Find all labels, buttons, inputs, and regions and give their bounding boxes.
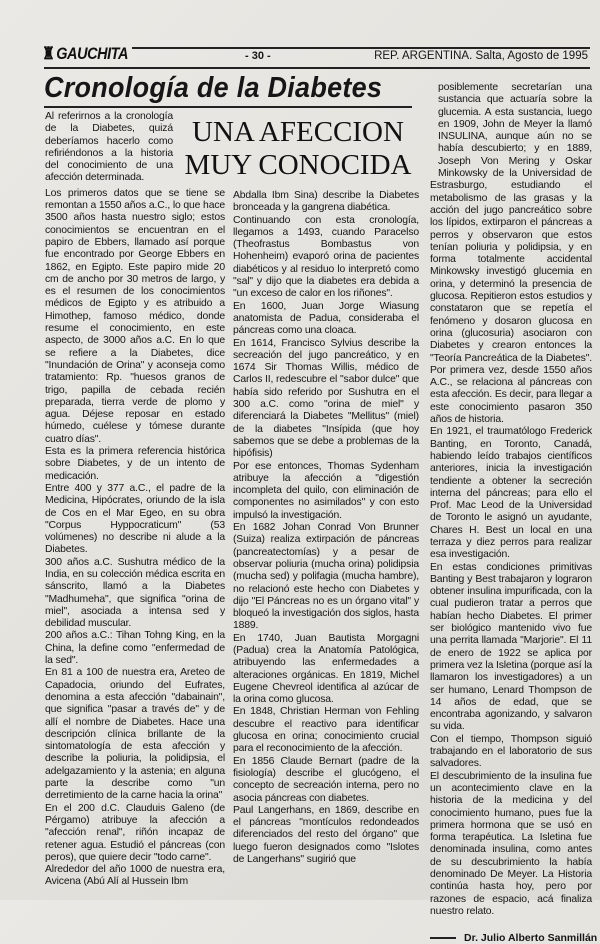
- paragraph: En el 200 d.C. Clauduis Galeno (de Pérgamo) atribuye la afección a "afección renal", riñón incapaz de retener agua. Estudió el páncreas (con peros), que quiere decir "todo carne".: [45, 802, 225, 863]
- paragraph: En 1856 Claude Bernart (padre de la fisiología) describe el glucógeno, el concepto de secreación interna, pero no asocia páncreas con diabetes.: [233, 755, 419, 804]
- paragraph: Los primeros datos que se tiene se remontan a 1550 años a.C., lo que hace 3500 años hasta nuestro siglo; estos conocimientos se encuentran en el papiro de Ebbers, llamado así porque fue encontrado por George Ebbers en 1862, en Egipto. Este papiro mide 20 cm de ancho por 30 metros de largo, y es el resumen de los conocimientos médicos de Egipto y es atribuido a Himothep, famoso médico, donde resume el conocimiento, en este aspecto, de 3000 años a.C. En lo que se refiere a la Diabetes, dice "Inundación de Orina" y aconseja como tratamiento: Rp. "huesos granos de trigo, papilla de cebada recién preparada, tierra verde de plomo y agua. Déjese reposar en estado húmedo, cuélese y tómese durante cuatro días".: [45, 187, 225, 445]
- logo-text: GAUCHITA: [56, 44, 129, 63]
- paragraph: En 1921, el traumatólogo Frederick Banting, en Toronto, Canadá, habiendo leído trabajos científicos anteriores, inicia la investigación tendiente a obtener la secreción interna del páncreas; para ello el Prof. Mac Leod de la Universidad de Toronto le asignó un ayudante, Chares H. Best un local en una terraza y diez perros para realizar esa investigación.: [430, 426, 592, 561]
- article-intro: [45, 111, 173, 185]
- subtitle-line-1: UNA AFECCION: [192, 116, 404, 148]
- paragraph: Esta es la primera referencia histórica sobre Diabetes, y de un intento de medicación.: [45, 446, 225, 482]
- column-3-wrapper: [430, 82, 598, 944]
- paragraph: En 81 a 100 de nuestra era, Areteo de Capadocia, oriundo del Eufrates, denomina a esta afección "dabainain", que significa "pasar a través de" y de allí el nombre de Diabetes. Hace una descripción clínica brillante de la sintomatología de esta afección y describe la poliuria, la polidipsia, el adelgazamiento y la astenia; en alguna parte la describe como "un derretimiento de la carne hacia la orina": [45, 667, 225, 802]
- paragraph: posiblemente secretarían una sustancia que actuaría sobre la glucemia. A esta sustancia, luego en 1909, John de Meyer la llamó INSULINA, aunque aún no se había descubierto; y en 1889, Joseph Von Mering y Oskar Minkowsky de la Universidad de Estrasburgo, estudiando el metabolismo de las grasas y la acción del jugo pancreático sobre los lípidos, extirparon el páncreas a perros y observaron que estos tenían poliuria y polidipsia, y en forma totalmente accidental Minkowsky investigó glucemia en orina, y determinó la presencia de glucosa. Repitieron estos estudios y constataron que se repetía el fenómeno y dosaron glucosa en orina (glucosuria) asociaron con Diabetes y crearon entonces la "Teoría Pancreática de la Diabetes". Por primera vez, desde 1550 años A.C., se relaciona al páncreas con esta afección. Es decir, para llegar a este conocimiento pasaron 350 años de historia.: [430, 82, 592, 426]
- author-signature: [430, 932, 598, 944]
- column-3: [430, 82, 592, 918]
- paragraph: Continuando con esta cronología, llegamos a 1493, cuando Paracelso (Theofrastus Bombastus von Hohenheim) evaporó orina de pacientes diabéticos y al residuo lo interpretó como "sal" y dijo que la diabetes era debida a "un exceso de calor en los riñones".: [233, 214, 419, 300]
- paragraph: Alrededor del año 1000 de nuestra era, Avicena (Abú Alí al Hussein Ibm: [45, 864, 225, 888]
- paragraph: Por ese entonces, Thomas Sydenham atribuye la afección a "digestión incompleta del quilo, con eliminación de componentes no asimilados" y con esto impulsó la investigación.: [233, 460, 419, 521]
- paragraph: Abdalla Ibm Sina) describe la Diabetes bronceada y la gangrena diabética.: [233, 190, 419, 214]
- paragraph: En 1682 Johan Conrad Von Brunner (Suiza) realiza extirpación de páncreas (pancreatectomías) y a pesar de observar poliuria (mucha orina) polidipsia (mucha sed) y polifagia (mucha hambre), no relacionó este hecho con Diabetes y dijo "El Páncreas no es un órgano vital" y bloqueó la investigación dos siglos, hasta 1889.: [233, 522, 419, 632]
- page-number: - 30 -: [245, 50, 271, 62]
- paragraph: En 1740, Juan Bautista Morgagni (Padua) crea la Anatomía Patológica, atribuyendo las enfermedades a alteraciones orgánicas. En 1819, Michel Eugene Chevreol identifica al azúcar de la orina como glucosa.: [233, 632, 419, 706]
- dateline: REP. ARGENTINA. Salta, Agosto de 1995: [374, 50, 588, 62]
- paragraph: Con el tiempo, Thompson siguió trabajando en el laboratorio de sus salvadores.: [430, 733, 592, 770]
- newspaper-logo: [42, 44, 128, 64]
- signature-dash: [430, 937, 456, 939]
- paragraph: En estas condiciones primitivas Banting y Best trabajaron y lograron obtener insulina impurificada, con la cual pudieron tratar a perros que habían hecho Diabetes. El primer ser biológico mantenido vivo fue una perrita llamada "Marjorie". El 11 de enero de 1922 se aplica por primera vez la Isletina (porque así la llamaron los investigadores) a un ser humano, Lenard Thompson de 14 años de edad, que se encontraba agonizando, y salvaron su vida.: [430, 561, 592, 733]
- author-name: Dr. Julio Alberto Sanmillán: [464, 932, 598, 944]
- column-2: [233, 190, 419, 866]
- article-title: Cronología de la Diabetes: [44, 72, 383, 104]
- column-1: [45, 111, 225, 889]
- paragraph: En 1600, Juan Jorge Wiasung anatomista de Padua, consideraba el páncreas como una cloaca.: [233, 300, 419, 337]
- column-indent-spacer: [430, 82, 438, 180]
- gaucho-hat-icon: ♜: [42, 44, 55, 63]
- title-underline: [44, 106, 412, 108]
- paragraph: En 1848, Christian Herman von Fehling descubre el reactivo para identificar glucosa en orina; conocimiento crucial para el reconocimiento de la afección.: [233, 706, 419, 755]
- intro-paragraph: Al referirnos a la cronología de la Diabetes, quizá deberíamos hacerlo como refiriéndonos a la historia del conocimiento de una afección determinada.: [45, 111, 173, 184]
- paragraph: Entre 400 y 377 a.C., el padre de la Medicina, Hipócrates, oriundo de la isla de Cos en el Mar Egeo, en su obra "Corpus Hyppocraticum" (53 volúmenes) no describe ni alude a la Diabetes.: [45, 482, 225, 556]
- paragraph: En 1614, Francisco Sylvius describe la secreación del jugo pancreático, y en 1674 Sir Thomas Willis, médico de Carlos II, redescubre el "sabor dulce" que había sido referido por Sushutra en el 300 a.C. como "orina de miel" y diferenciará la Diabetes "Mellitus" (miel) de la diabetes "Insípida (que hoy sabemos que se debe a problemas de la hipófisis): [233, 337, 419, 460]
- paragraph: 200 años a.C.: Tihan Tohng King, en la China, la define como "enfermedad de la sed".: [45, 630, 225, 667]
- header-rule-top: [132, 47, 590, 49]
- header-rule-bottom: [44, 67, 590, 69]
- paragraph: El descubrimiento de la insulina fue un acontecimiento clave en la historia de la medicina y del conocimiento humano, pues fue la primera hormona que se usó en forma terapéutica. La Isletina fue denominada insulina, como antes de su descubrimiento la había denominado De Meyer. La Historia continúa hasta hoy, pero por razones de espacio, acá finaliza nuestro relato.: [430, 770, 592, 917]
- subtitle-line-2: MUY CONOCIDA: [184, 149, 412, 181]
- paragraph: 300 años a.C. Sushutra médico de la India, en su colección médica escrita en sánscrito, llamó a la Diabetes "Madhumeha", que significa "orina de miel", asociada a intensa sed y debilidad muscular.: [45, 556, 225, 630]
- paragraph: Paul Langerhans, en 1869, describe en el páncreas "montículos redondeados diferenciados del resto del órgano" que luego fueron designados como "Islotes de Langerhans" sugirió que: [233, 804, 419, 866]
